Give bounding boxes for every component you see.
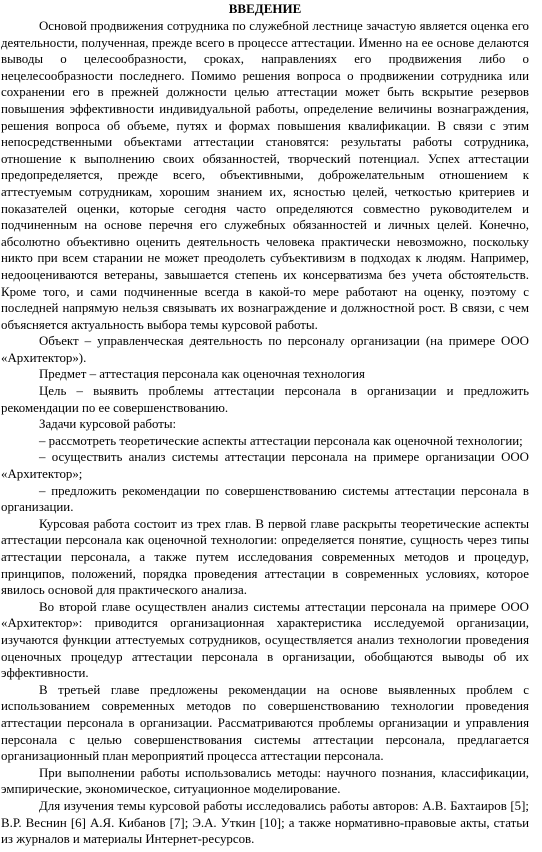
- paragraph-task-2: – осуществить анализ системы аттестации персонала на примере организации ООО «Архитектор»;: [1, 450, 529, 482]
- paragraph-chapter-3: В третьей главе предложены рекомендации на основе выявленных проблем с использованием современных методов по совершенствованию технологии проведения аттестации персонала в организации. Рассматриваются проблемы организации и управления персонала с целью совершенствования системы аттестации персонала, предлагается организационный план мероприятий процесса аттестации персонала.: [1, 682, 529, 764]
- paragraph-methods: При выполнении работы использовались методы: научного познания, классификации, эмпирические, экономическое, ситуационное моделирование.: [1, 765, 529, 797]
- paragraph-sources: Для изучения темы курсовой работы исследовались работы авторов: А.В. Бахтаиров [5]; В.Р. Веснин [6] А.Я. Кибанов [7]; Э.А. Уткин [10]; а также нормативно-правовые акты, статьи из журналов и материалы Интернет-ресурсов.: [1, 798, 529, 847]
- paragraph-task-1: – рассмотреть теоретические аспекты аттестации персонала как оценочной технологии;: [39, 433, 523, 448]
- paragraph-relevance: Основой продвижения сотрудника по служебной лестнице зачастую является оценка его деятельности, полученная, прежде всего в процессе аттестации. Именно на ее основе делаются выводы о целесообразности, сроках, направлениях его продвижения либо о нецелесообразности последнего. Помимо решения вопроса о продвижении сотрудника или сохранении его в прежней должности целью аттестации может быть вскрытие резервов повышения эффективности индивидуальной работы, определение величины вознаграждения, решения вопроса об объеме, путях и формах повышения квалификации. В связи с этим непосредственными объектами аттестации становятся: результаты работы сотрудника, отношение к выполнению своих обязанностей, творческий потенциал. Успех аттестации предопределяется, прежде всего, объективными, доброжелательным отношением к аттестуемым сотрудникам, хорошим знанием их, ясностью целей, четкостью критериев и показателей оценки, которые сегодня часто определяются совместно руководителем и подчиненным на основе перечня его служебных обязанностей и личных целей. Конечно, абсолютно объективно оценить деятельность человека практически невозможно, поскольку никто при всем старании не может преодолеть субъективизм в подходах к людям. Например, недооцениваются ветераны, завышается степень их консерватизма без учета обстоятельств. Кроме того, и сами подчиненные всегда в какой-то мере работают на оценку, поэтому с последней напрямую нельзя связывать их вознаграждение и должностной рост. В связи, с чем объясняется актуальность выбора темы курсовой работы.: [1, 19, 529, 332]
- page-title: ВВЕДЕНИЕ: [228, 1, 302, 16]
- paragraph-tasks-heading: Задачи курсовой работы:: [39, 417, 177, 432]
- paragraph-object: Объект – управленческая деятельность по персоналу организации (на примере ООО «Архитектор»).: [1, 334, 529, 365]
- paragraph-subject: Предмет – аттестация персонала как оценочная технология: [39, 367, 365, 382]
- paragraph-task-3: – предложить рекомендации по совершенствованию системы аттестации персонала в организации.: [1, 483, 529, 515]
- paragraph-structure: Курсовая работа состоит из трех глав. В первой главе раскрыты теоретические аспекты аттестации персонала как оценочной технологии: определяется понятие, сущность через типы аттестации персонала, а также путем исследования современных методов и процедур, принципов, положений, порядка проведения аттестации в современных условиях, которое явилось основой для практического анализа.: [1, 516, 529, 598]
- paragraph-goal: Цель – выявить проблемы аттестации персонала в организации и предложить рекомендации по ее совершенствованию.: [1, 384, 529, 415]
- paragraph-chapter-2: Во второй главе осуществлен анализ системы аттестации персонала на примере ООО «Архитектор»: приводится организационная характеристика исследуемой организации, изучаются функции аттестуемых сотрудников, осуществляется анализ технологии проведения оценочных процедур аттестации персонала в организации, обобщаются выводы об их эффективности.: [1, 599, 529, 681]
